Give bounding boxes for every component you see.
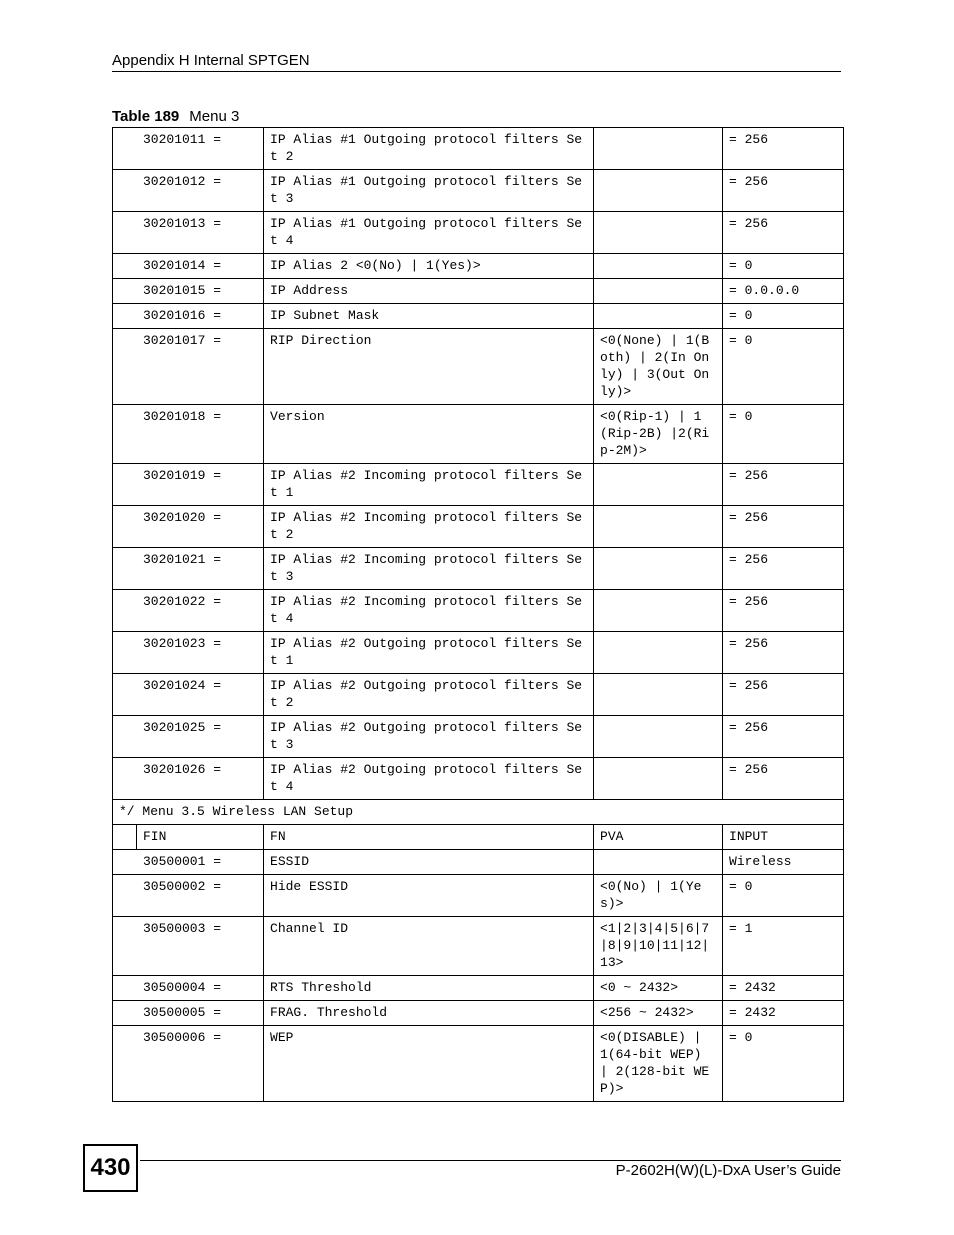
fin-cell: 30500004 = — [113, 976, 264, 1001]
fn-cell: IP Alias #1 Outgoing protocol filters Set 3 — [264, 170, 594, 212]
pva-cell — [594, 850, 723, 875]
pva-cell — [594, 170, 723, 212]
table-row — [113, 506, 844, 548]
input-cell: = 1 — [723, 917, 844, 976]
section-title: */ Menu 3.5 Wireless LAN Setup — [113, 800, 844, 825]
input-cell: = 256 — [723, 758, 844, 800]
pva-cell — [594, 590, 723, 632]
table-title: Menu 3 — [189, 108, 240, 125]
pva-cell — [594, 464, 723, 506]
pva-cell: <0(No) | 1(Yes)> — [594, 875, 723, 917]
col-header-pva: PVA — [594, 825, 723, 850]
input-cell: = 256 — [723, 212, 844, 254]
wireless-section — [113, 800, 844, 850]
header-spacer — [113, 825, 137, 850]
fin-cell: 30201021 = — [113, 548, 264, 590]
fin-cell: 30201025 = — [113, 716, 264, 758]
table-row — [113, 405, 844, 464]
table-row — [113, 170, 844, 212]
table-row — [113, 674, 844, 716]
fin-cell: 30201016 = — [113, 304, 264, 329]
table-row — [113, 1001, 844, 1026]
fn-cell: IP Alias #2 Outgoing protocol filters Set 2 — [264, 674, 594, 716]
menu-3-rows — [113, 128, 844, 800]
col-header-input: INPUT — [723, 825, 844, 850]
pva-cell — [594, 506, 723, 548]
input-cell: = 256 — [723, 464, 844, 506]
fn-cell: RIP Direction — [264, 329, 594, 405]
table-row — [113, 850, 844, 875]
fn-cell: ESSID — [264, 850, 594, 875]
fin-cell: 30500005 = — [113, 1001, 264, 1026]
fin-cell: 30201022 = — [113, 590, 264, 632]
col-header-fn: FN — [264, 825, 594, 850]
fn-cell: IP Alias #2 Outgoing protocol filters Set 3 — [264, 716, 594, 758]
input-cell: = 0 — [723, 1026, 844, 1102]
fin-cell: 30201015 = — [113, 279, 264, 304]
col-header-fin: FIN — [137, 825, 264, 850]
wireless-rows — [113, 850, 844, 1102]
pva-cell — [594, 212, 723, 254]
table-row — [113, 254, 844, 279]
input-cell: = 256 — [723, 170, 844, 212]
running-header: Appendix H Internal SPTGEN — [112, 52, 310, 69]
pva-cell — [594, 254, 723, 279]
fn-cell: IP Alias #2 Outgoing protocol filters Set 4 — [264, 758, 594, 800]
fn-cell: IP Alias #1 Outgoing protocol filters Set 4 — [264, 212, 594, 254]
pva-cell: <0(Rip-1) | 1(Rip-2B) |2(Rip-2M)> — [594, 405, 723, 464]
fin-cell: 30201011 = — [113, 128, 264, 170]
section-row — [113, 800, 844, 825]
input-cell: = 0 — [723, 304, 844, 329]
input-cell: = 256 — [723, 506, 844, 548]
table-row — [113, 128, 844, 170]
table-caption — [112, 108, 239, 125]
table-row — [113, 917, 844, 976]
fn-cell: FRAG. Threshold — [264, 1001, 594, 1026]
input-cell: = 0 — [723, 329, 844, 405]
menu-table — [112, 127, 844, 1102]
input-cell: = 256 — [723, 674, 844, 716]
pva-cell — [594, 758, 723, 800]
column-header-row — [113, 825, 844, 850]
table-row — [113, 1026, 844, 1102]
fin-cell: 30500001 = — [113, 850, 264, 875]
fin-cell: 30500003 = — [113, 917, 264, 976]
table-row — [113, 632, 844, 674]
pva-cell — [594, 279, 723, 304]
footer-divider — [140, 1160, 841, 1161]
fin-cell: 30201026 = — [113, 758, 264, 800]
pva-cell: <0(None) | 1(Both) | 2(In Only) | 3(Out Only)> — [594, 329, 723, 405]
table-row — [113, 304, 844, 329]
table-row — [113, 548, 844, 590]
page-number: 430 — [83, 1144, 138, 1192]
pva-cell — [594, 632, 723, 674]
pva-cell — [594, 548, 723, 590]
table-row — [113, 329, 844, 405]
table-row — [113, 875, 844, 917]
fin-cell: 30500002 = — [113, 875, 264, 917]
fn-cell: IP Alias #2 Outgoing protocol filters Set 1 — [264, 632, 594, 674]
pva-cell: <0 ~ 2432> — [594, 976, 723, 1001]
pva-cell: <1|2|3|4|5|6|7|8|9|10|11|12|13> — [594, 917, 723, 976]
fn-cell: IP Address — [264, 279, 594, 304]
fin-cell: 30201019 = — [113, 464, 264, 506]
fin-cell: 30500006 = — [113, 1026, 264, 1102]
fn-cell: IP Subnet Mask — [264, 304, 594, 329]
table-label: Table 189 — [112, 108, 180, 125]
fin-cell: 30201013 = — [113, 212, 264, 254]
pva-cell: <0(DISABLE) | 1(64-bit WEP) | 2(128-bit WEP)> — [594, 1026, 723, 1102]
table-row — [113, 716, 844, 758]
input-cell: = 2432 — [723, 1001, 844, 1026]
input-cell: = 0 — [723, 405, 844, 464]
table-row — [113, 212, 844, 254]
fn-cell: Version — [264, 405, 594, 464]
table-row — [113, 279, 844, 304]
header-divider — [112, 71, 841, 72]
table-row — [113, 758, 844, 800]
pva-cell — [594, 674, 723, 716]
fin-cell: 30201023 = — [113, 632, 264, 674]
input-cell: = 256 — [723, 128, 844, 170]
table-row — [113, 464, 844, 506]
input-cell: = 0 — [723, 254, 844, 279]
input-cell: = 0.0.0.0 — [723, 279, 844, 304]
input-cell: = 2432 — [723, 976, 844, 1001]
fin-cell: 30201024 = — [113, 674, 264, 716]
fin-cell: 30201012 = — [113, 170, 264, 212]
input-cell: Wireless — [723, 850, 844, 875]
pva-cell — [594, 128, 723, 170]
fn-cell: IP Alias #1 Outgoing protocol filters Set 2 — [264, 128, 594, 170]
pva-cell — [594, 716, 723, 758]
input-cell: = 0 — [723, 875, 844, 917]
fin-cell: 30201020 = — [113, 506, 264, 548]
fin-cell: 30201017 = — [113, 329, 264, 405]
fn-cell: IP Alias #2 Incoming protocol filters Set 2 — [264, 506, 594, 548]
pva-cell — [594, 304, 723, 329]
fn-cell: IP Alias 2 <0(No) | 1(Yes)> — [264, 254, 594, 279]
fn-cell: Channel ID — [264, 917, 594, 976]
input-cell: = 256 — [723, 632, 844, 674]
fn-cell: WEP — [264, 1026, 594, 1102]
input-cell: = 256 — [723, 716, 844, 758]
fn-cell: RTS Threshold — [264, 976, 594, 1001]
fin-cell: 30201018 = — [113, 405, 264, 464]
fin-cell: 30201014 = — [113, 254, 264, 279]
table-row — [113, 976, 844, 1001]
fn-cell: IP Alias #2 Incoming protocol filters Set 3 — [264, 548, 594, 590]
fn-cell: IP Alias #2 Incoming protocol filters Set 1 — [264, 464, 594, 506]
fn-cell: IP Alias #2 Incoming protocol filters Set 4 — [264, 590, 594, 632]
input-cell: = 256 — [723, 548, 844, 590]
guide-title: P-2602H(W)(L)-DxA User’s Guide — [615, 1162, 841, 1179]
pva-cell: <256 ~ 2432> — [594, 1001, 723, 1026]
fn-cell: Hide ESSID — [264, 875, 594, 917]
table-row — [113, 590, 844, 632]
input-cell: = 256 — [723, 590, 844, 632]
